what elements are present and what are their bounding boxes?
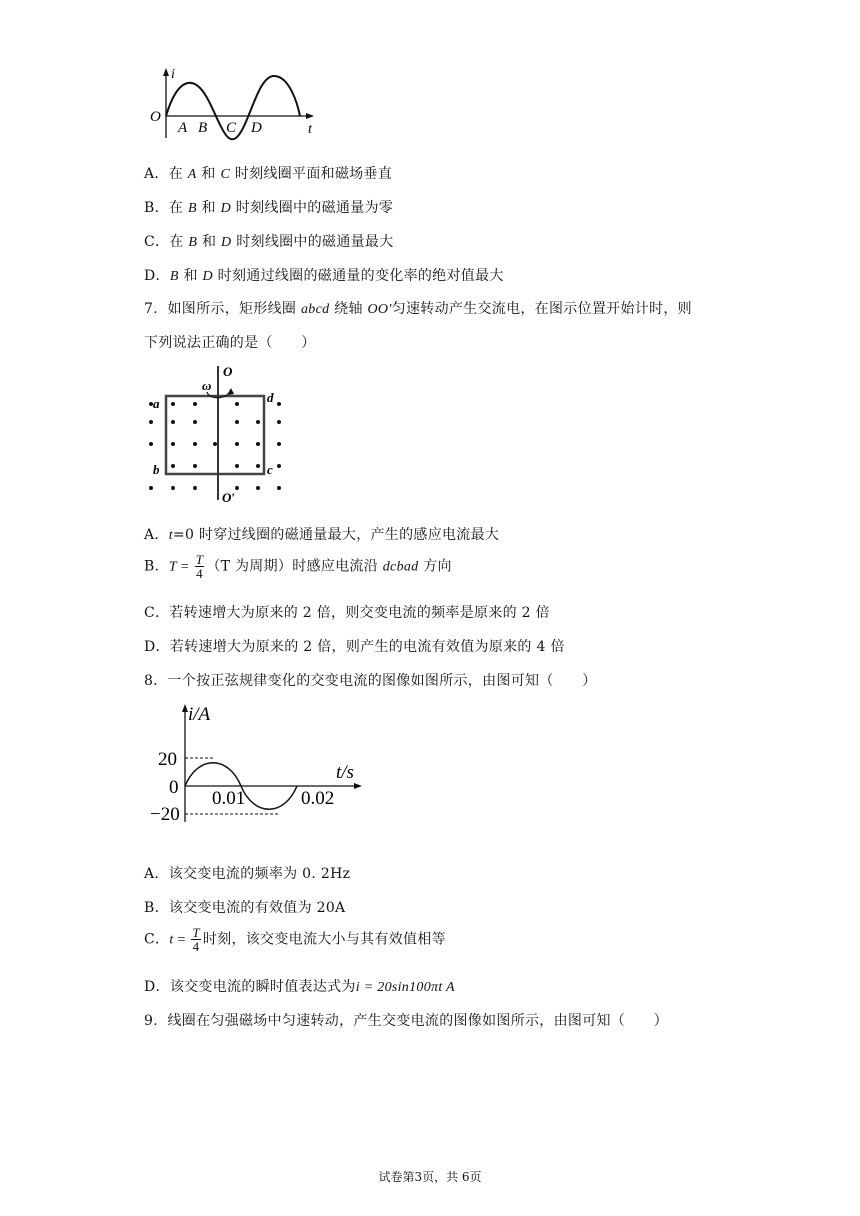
q6-option-c: C．在 B 和 D 时刻线圈中的磁通量最大 — [144, 234, 394, 250]
page-footer: 试卷第3页，共 6页 — [378, 1170, 482, 1184]
sine-graph-q6 — [148, 66, 323, 144]
q7-option-d: D．若转速增大为原来的 2 倍，则产生的电流有效值为原来的 4 倍 — [144, 639, 565, 655]
q8-option-d: D．该交变电流的瞬时值表达式为i = 20sin100πt A — [144, 979, 455, 995]
fig7-corner-c: c — [267, 462, 273, 477]
fig6-origin: O — [150, 109, 161, 125]
q7-option-a: A．t=0 时穿过线圈的磁通量最大，产生的感应电流最大 — [144, 527, 500, 543]
fig7-omega: ω — [202, 378, 212, 393]
fig7-axis-bottom: O′ — [222, 490, 236, 505]
q6-option-a: A．在 A 和 C 时刻线圈平面和磁场垂直 — [144, 166, 393, 182]
coil-diagram-q7 — [143, 362, 287, 508]
fig6-x-label: t — [308, 122, 312, 137]
q7-option-b: B．T = $\frac{T}{4}$ （T 为周期）时感应电流沿 dcbad 方向 — [144, 552, 452, 581]
q7-stem-line2: 下列说法正确的是（ ） — [144, 335, 316, 351]
fig8-tick-x-1: 0.01 — [212, 788, 246, 809]
fig8-tick-y-max: 20 — [158, 749, 177, 770]
q7-option-c: C．若转速增大为原来的 2 倍，则交变电流的频率是原来的 2 倍 — [144, 605, 550, 621]
fig7-corner-d: d — [267, 390, 274, 405]
fig8-tick-y-min: −20 — [150, 804, 180, 825]
q7-stem-line1: 7．如图所示，矩形线圈 abcd 绕轴 OO′匀速转动产生交流电，在图示位置开始计时，则 — [144, 301, 692, 317]
fig8-y-label: i/A — [188, 704, 211, 725]
sine-graph-q8 — [148, 700, 363, 828]
fig8-x-label: t/s — [336, 762, 354, 783]
fig8-tick-x-2: 0.02 — [301, 788, 335, 809]
q8-stem: 8．一个按正弦规律变化的交变电流的图像如图所示，由图可知（ ） — [144, 673, 597, 689]
q6-option-d: D．B 和 D 时刻通过线圈的磁通量的变化率的绝对值最大 — [144, 268, 504, 284]
fig6-point-d: D — [251, 120, 262, 136]
fig7-axis-top: O — [223, 364, 233, 379]
q6-option-b: B．在 B 和 D 时刻线圈中的磁通量为零 — [144, 200, 394, 216]
q8-option-a: A．该交变电流的频率为 0. 2Hz — [144, 866, 351, 882]
fig7-corner-b: b — [153, 462, 160, 477]
q8-option-b: B．该交变电流的有效值为 20A — [144, 900, 346, 916]
q8-option-c: C．t = $\frac{T}{4}$ 时刻，该交变电流大小与其有效值相等 — [144, 925, 446, 954]
fig6-y-label: i — [171, 67, 175, 82]
fig6-point-c: C — [226, 120, 237, 136]
q9-stem: 9．线圈在匀强磁场中匀速转动，产生交变电流的图像如图所示，由图可知（ ） — [144, 1013, 669, 1029]
fig8-tick-y-zero: 0 — [169, 777, 179, 798]
fig7-corner-a: a — [153, 396, 160, 411]
fig6-point-a: A — [178, 120, 188, 136]
fig6-point-b: B — [198, 120, 208, 136]
